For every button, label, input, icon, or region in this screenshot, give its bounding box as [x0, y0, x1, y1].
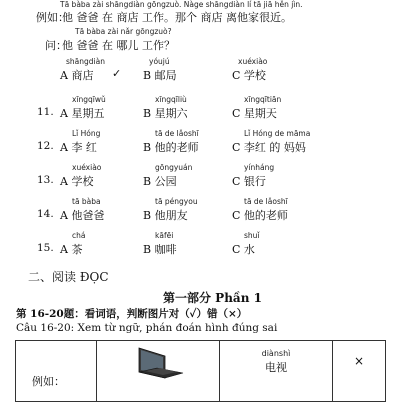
question-number: 14. [37, 208, 54, 220]
option-pinyin: Lǐ Hóng [72, 129, 101, 138]
example-option-pinyin: yóujú [149, 57, 170, 66]
example-text-1: 他 爸爸 在 商店 工作。那个 商店 离他家很近。 [62, 11, 292, 24]
check-mark: ✓ [112, 67, 122, 80]
example-option: C 学校 [232, 69, 266, 82]
example-option-pinyin: shāngdiàn [66, 57, 105, 66]
option-text[interactable]: A 茶 [60, 243, 83, 256]
option-pinyin: xuéxiào [72, 163, 102, 172]
option-text[interactable]: C 他的老师 [232, 209, 288, 222]
option-text[interactable]: B 他朋友 [143, 209, 188, 222]
option-pinyin: tā bàba [72, 197, 101, 206]
option-pinyin: kāfēi [155, 231, 174, 240]
option-pinyin: tā péngyou [155, 197, 198, 206]
option-pinyin: tā de lǎoshī [244, 197, 288, 206]
example-question-label: 问： [45, 39, 67, 52]
example-table-label-cell [16, 341, 97, 402]
example-option-pinyin: xuéxiào [238, 57, 268, 66]
example-table-word-cell [220, 341, 333, 402]
example-pinyin-1: Tā bàba zài shāngdiàn gōngzuò. Nàge shāngdiàn lí tā jiā hěn jìn. [60, 0, 303, 9]
question-number: 11. [37, 106, 54, 118]
option-text[interactable]: B 公园 [143, 175, 177, 188]
option-pinyin: xīngqītiān [244, 95, 282, 104]
cross-mark: × [353, 354, 365, 368]
example-option: A 商店 [60, 69, 94, 82]
option-pinyin: gōngyuán [155, 163, 193, 172]
laptop-icon [133, 346, 185, 386]
option-pinyin: xīngqīwǔ [72, 95, 106, 104]
option-text[interactable]: C 水 [232, 243, 255, 256]
option-text[interactable]: A 李 红 [60, 141, 97, 154]
example-table-word: 电视 [265, 361, 287, 374]
option-pinyin: shuǐ [244, 231, 260, 240]
question-number: 13. [37, 174, 54, 186]
example-table-mark-cell [333, 341, 386, 402]
part-title: 第一部分 Phần 1 [163, 291, 262, 305]
option-pinyin: Lǐ Hóng de māma [244, 129, 311, 138]
question-number: 15. [37, 242, 54, 254]
section-heading: 二、阅读 ĐỌC [28, 270, 109, 284]
example-table-label: 例如： [32, 375, 65, 388]
example-question: 他 爸爸 在 哪儿 工作？ [62, 39, 175, 52]
option-pinyin: xīngqīliù [155, 95, 187, 104]
option-text[interactable]: A 学校 [60, 175, 94, 188]
option-text[interactable]: A 星期五 [60, 107, 105, 120]
option-pinyin: yínháng [244, 163, 275, 172]
option-text[interactable]: B 星期六 [143, 107, 188, 120]
instruction-cn: 第 16-20题：看词语，判断图片对（✓）错（×） [16, 308, 248, 320]
option-pinyin: chá [72, 231, 86, 240]
instruction-vn: Câu 16-20: Xem từ ngữ, phán đoán hình đúng sai [16, 322, 278, 334]
option-text[interactable]: A 他爸爸 [60, 209, 105, 222]
example-option: B 邮局 [143, 69, 177, 82]
question-number: 12. [37, 140, 54, 152]
option-text[interactable]: C 星期天 [232, 107, 277, 120]
example-label: 例如： [36, 11, 69, 24]
option-pinyin: tā de lǎoshī [155, 129, 199, 138]
option-text[interactable]: C 李红 的 妈妈 [232, 141, 306, 154]
option-text[interactable]: B 他的老师 [143, 141, 199, 154]
example-pinyin-2: Tā bàba zài nǎr gōngzuò? [75, 27, 172, 36]
option-text[interactable]: C 银行 [232, 175, 266, 188]
example-table [15, 340, 386, 402]
option-text[interactable]: B 咖啡 [143, 243, 177, 256]
example-table-pinyin: diànshì [261, 349, 291, 358]
